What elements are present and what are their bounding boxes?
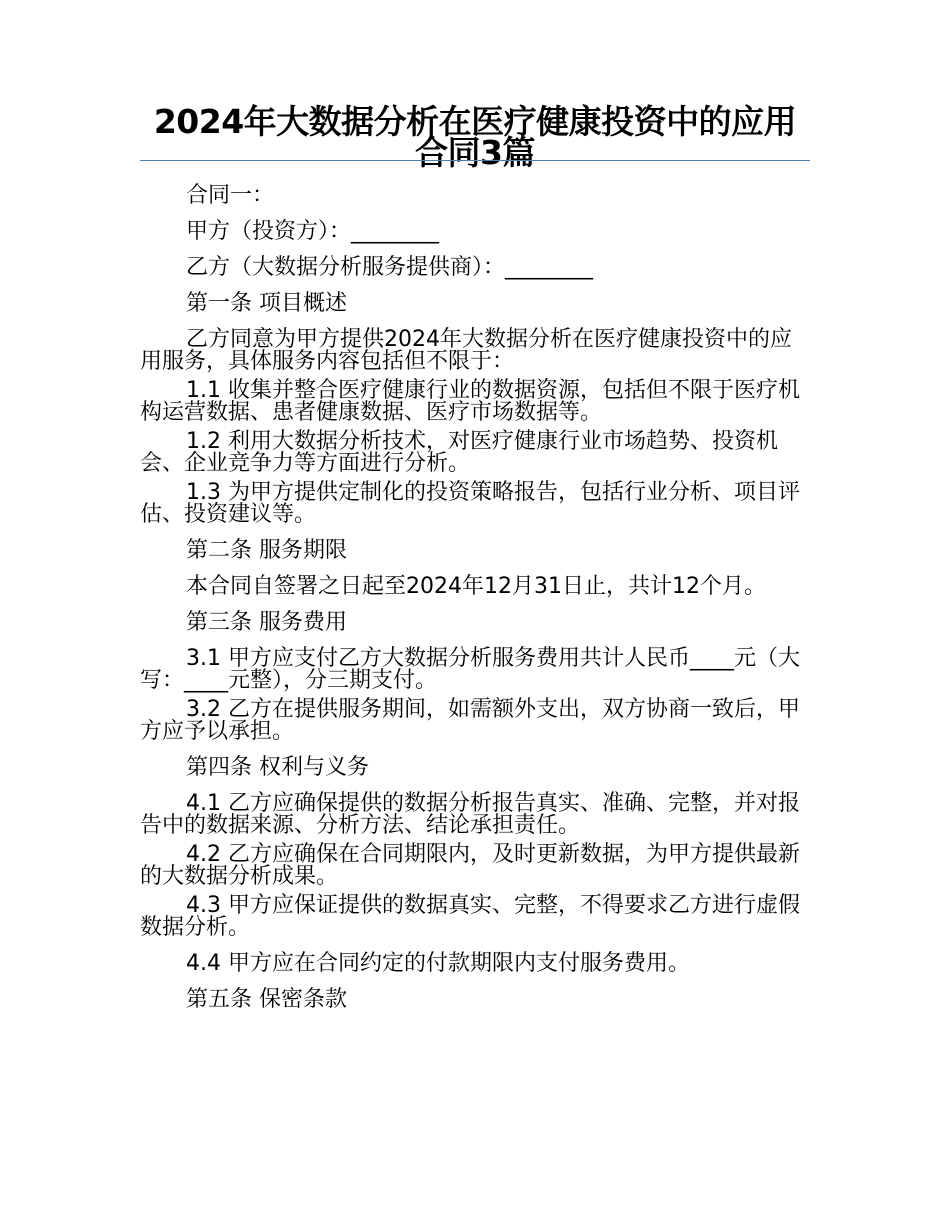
heading-article-4: 第四条 权利与义务: [186, 755, 369, 780]
heading-article-1: 第一条 项目概述: [186, 291, 347, 316]
title-underline: [140, 160, 810, 161]
paragraph-clause-1-1: 1.1 收集并整合医疗健康行业的数据资源，包括但不限于医疗机构运营数据、患者健康数据、医疗市场数据等。: [140, 378, 800, 425]
paragraph-clause-3-2: 3.2 乙方在提供服务期间，如需额外支出，双方协商一致后，甲方应予以承担。: [140, 697, 800, 744]
paragraph-clause-4-2: 4.2 乙方应确保在合同期限内，及时更新数据，为甲方提供最新的大数据分析成果。: [140, 842, 800, 889]
paragraph-clause-1-3: 1.3 为甲方提供定制化的投资策略报告，包括行业分析、项目评估、投资建议等。: [140, 480, 800, 527]
paragraph-party-a: 甲方（投资方）：________: [186, 219, 440, 244]
heading-article-5: 第五条 保密条款: [186, 987, 347, 1012]
heading-article-2: 第二条 服务期限: [186, 538, 347, 563]
paragraph-clause-4-3: 4.3 甲方应保证提供的数据真实、完整，不得要求乙方进行虚假数据分析。: [140, 893, 800, 940]
document-body: [140, 178, 810, 1018]
paragraph-clause-3-1: 3.1 甲方应支付乙方大数据分析服务费用共计人民币____元（大写：____元整），分三期支付。: [140, 646, 800, 693]
heading-article-3: 第三条 服务费用: [186, 610, 347, 635]
paragraph-clause-1-2: 1.2 利用大数据分析技术，对医疗健康行业市场趋势、投资机会、企业竞争力等方面进行分析。: [140, 429, 778, 476]
paragraph-party-b: 乙方（大数据分析服务提供商）：________: [186, 255, 594, 280]
paragraph-clause-4-4: 4.4 甲方应在合同约定的付款期限内支付服务费用。: [186, 951, 690, 976]
paragraph-article-1-intro: 乙方同意为甲方提供2024年大数据分析在医疗健康投资中的应用服务，具体服务内容包括但不限于：: [140, 327, 792, 374]
document-title: 2024年大数据分析在医疗健康投资中的应用合同3篇: [153, 102, 797, 172]
paragraph-contract-label: 合同一：: [186, 183, 275, 208]
paragraph-clause-4-1: 4.1 乙方应确保提供的数据分析报告真实、准确、完整，并对报告中的数据来源、分析方法、结论承担责任。: [140, 791, 800, 838]
paragraph-service-period: 本合同自签署之日起至2024年12月31日止，共计12个月。: [186, 574, 766, 599]
